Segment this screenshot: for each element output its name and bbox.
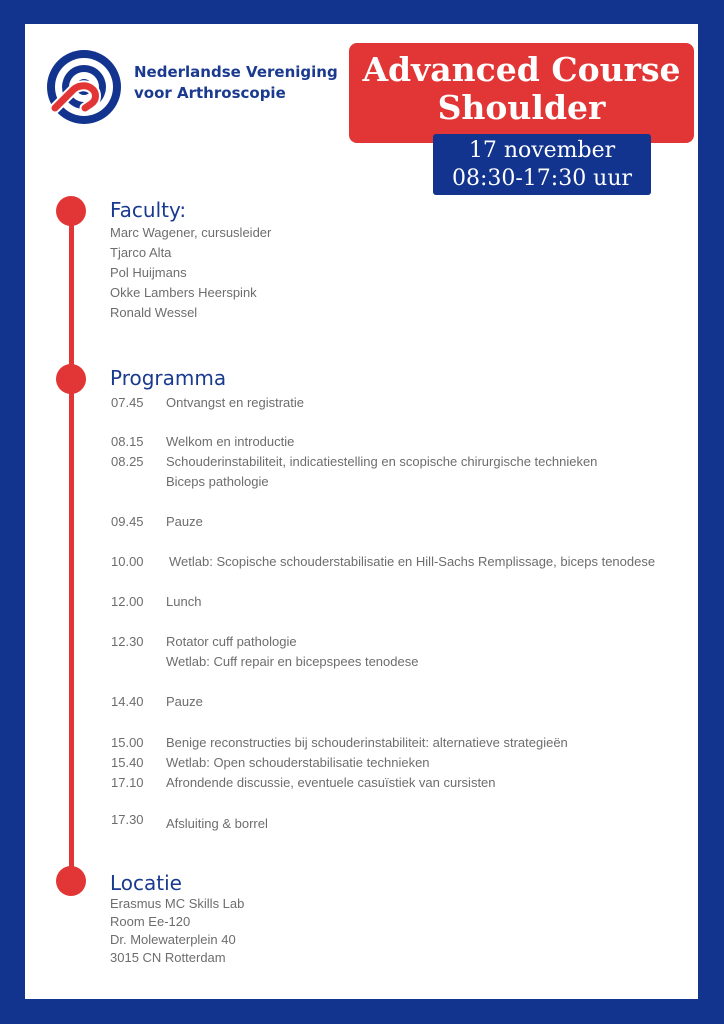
schedule-activity: Wetlab: Open schouderstabilisatie technieken [166,755,430,770]
schedule-time: 09.45 [111,514,144,529]
course-title-line2: Shoulder [437,88,606,127]
schedule-activity: Afrondende discussie, eventuele casuïstiek van cursisten [166,775,496,790]
course-date: 17 november [468,138,616,163]
org-name-line2: voor Arthroscopie [134,84,286,102]
schedule-time: 17.30 [111,812,144,827]
location-line: Room Ee-120 [110,914,191,929]
timeline-dot-faculty [56,196,86,226]
schedule-time: 12.30 [111,634,144,649]
course-title-box [349,43,694,143]
schedule-time: 15.40 [111,755,144,770]
faculty-member: Pol Huijmans [110,265,187,280]
schedule-time: 15.00 [111,735,144,750]
course-flyer [25,24,698,999]
date-time-box [433,134,651,195]
timeline-dot-programma [56,364,86,394]
schedule-activity: Pauze [166,694,203,709]
schedule-activity: Ontvangst en registratie [166,395,305,410]
location-line: 3015 CN Rotterdam [110,950,226,965]
course-title-line1: Advanced Course [362,50,681,89]
schedule-activity: Biceps pathologie [166,474,269,489]
schedule-time: 08.25 [111,454,144,469]
programma-heading: Programma [110,366,227,390]
locatie-heading: Locatie [110,871,182,895]
schedule-time: 10.00 [111,554,144,569]
course-hours: 08:30-17:30 uur [451,166,633,191]
course-title [349,51,694,127]
schedule-activity: Schouderinstabiliteit, indicatiestelling en scopische chirurgische technieken [166,454,598,469]
schedule-activity: Wetlab: Cuff repair en bicepspees tenodese [166,654,419,669]
organization-name [134,62,338,104]
schedule-time: 17.10 [111,775,144,790]
nva-logo-icon [45,48,123,126]
faculty-member: Tjarco Alta [110,245,172,260]
schedule-activity: Wetlab: Scopische schouderstabilisatie en Hill-Sachs Remplissage, biceps tenodese [169,554,656,569]
schedule-time: 14.40 [111,694,144,709]
location-line: Dr. Molewaterplein 40 [110,932,236,947]
schedule-activity: Afsluiting & borrel [166,816,268,831]
schedule-activity: Welkom en introductie [166,434,295,449]
org-name-line1: Nederlandse Vereniging [134,63,338,81]
schedule-activity: Rotator cuff pathologie [166,634,297,649]
schedule-time: 08.15 [111,434,144,449]
location-line: Erasmus MC Skills Lab [110,896,245,911]
schedule-time: 12.00 [111,594,144,609]
schedule-activity: Pauze [166,514,203,529]
schedule-activity: Benige reconstructies bij schouderinstabiliteit: alternatieve strategieën [166,735,568,750]
timeline-dot-locatie [56,866,86,896]
faculty-member: Ronald Wessel [110,305,198,320]
schedule-activity: Lunch [166,594,202,609]
faculty-member: Marc Wagener, cursusleider [110,225,272,240]
faculty-member: Okke Lambers Heerspink [110,285,257,300]
timeline-line [69,211,74,881]
faculty-heading: Faculty: [110,198,187,222]
schedule-time: 07.45 [111,395,144,410]
